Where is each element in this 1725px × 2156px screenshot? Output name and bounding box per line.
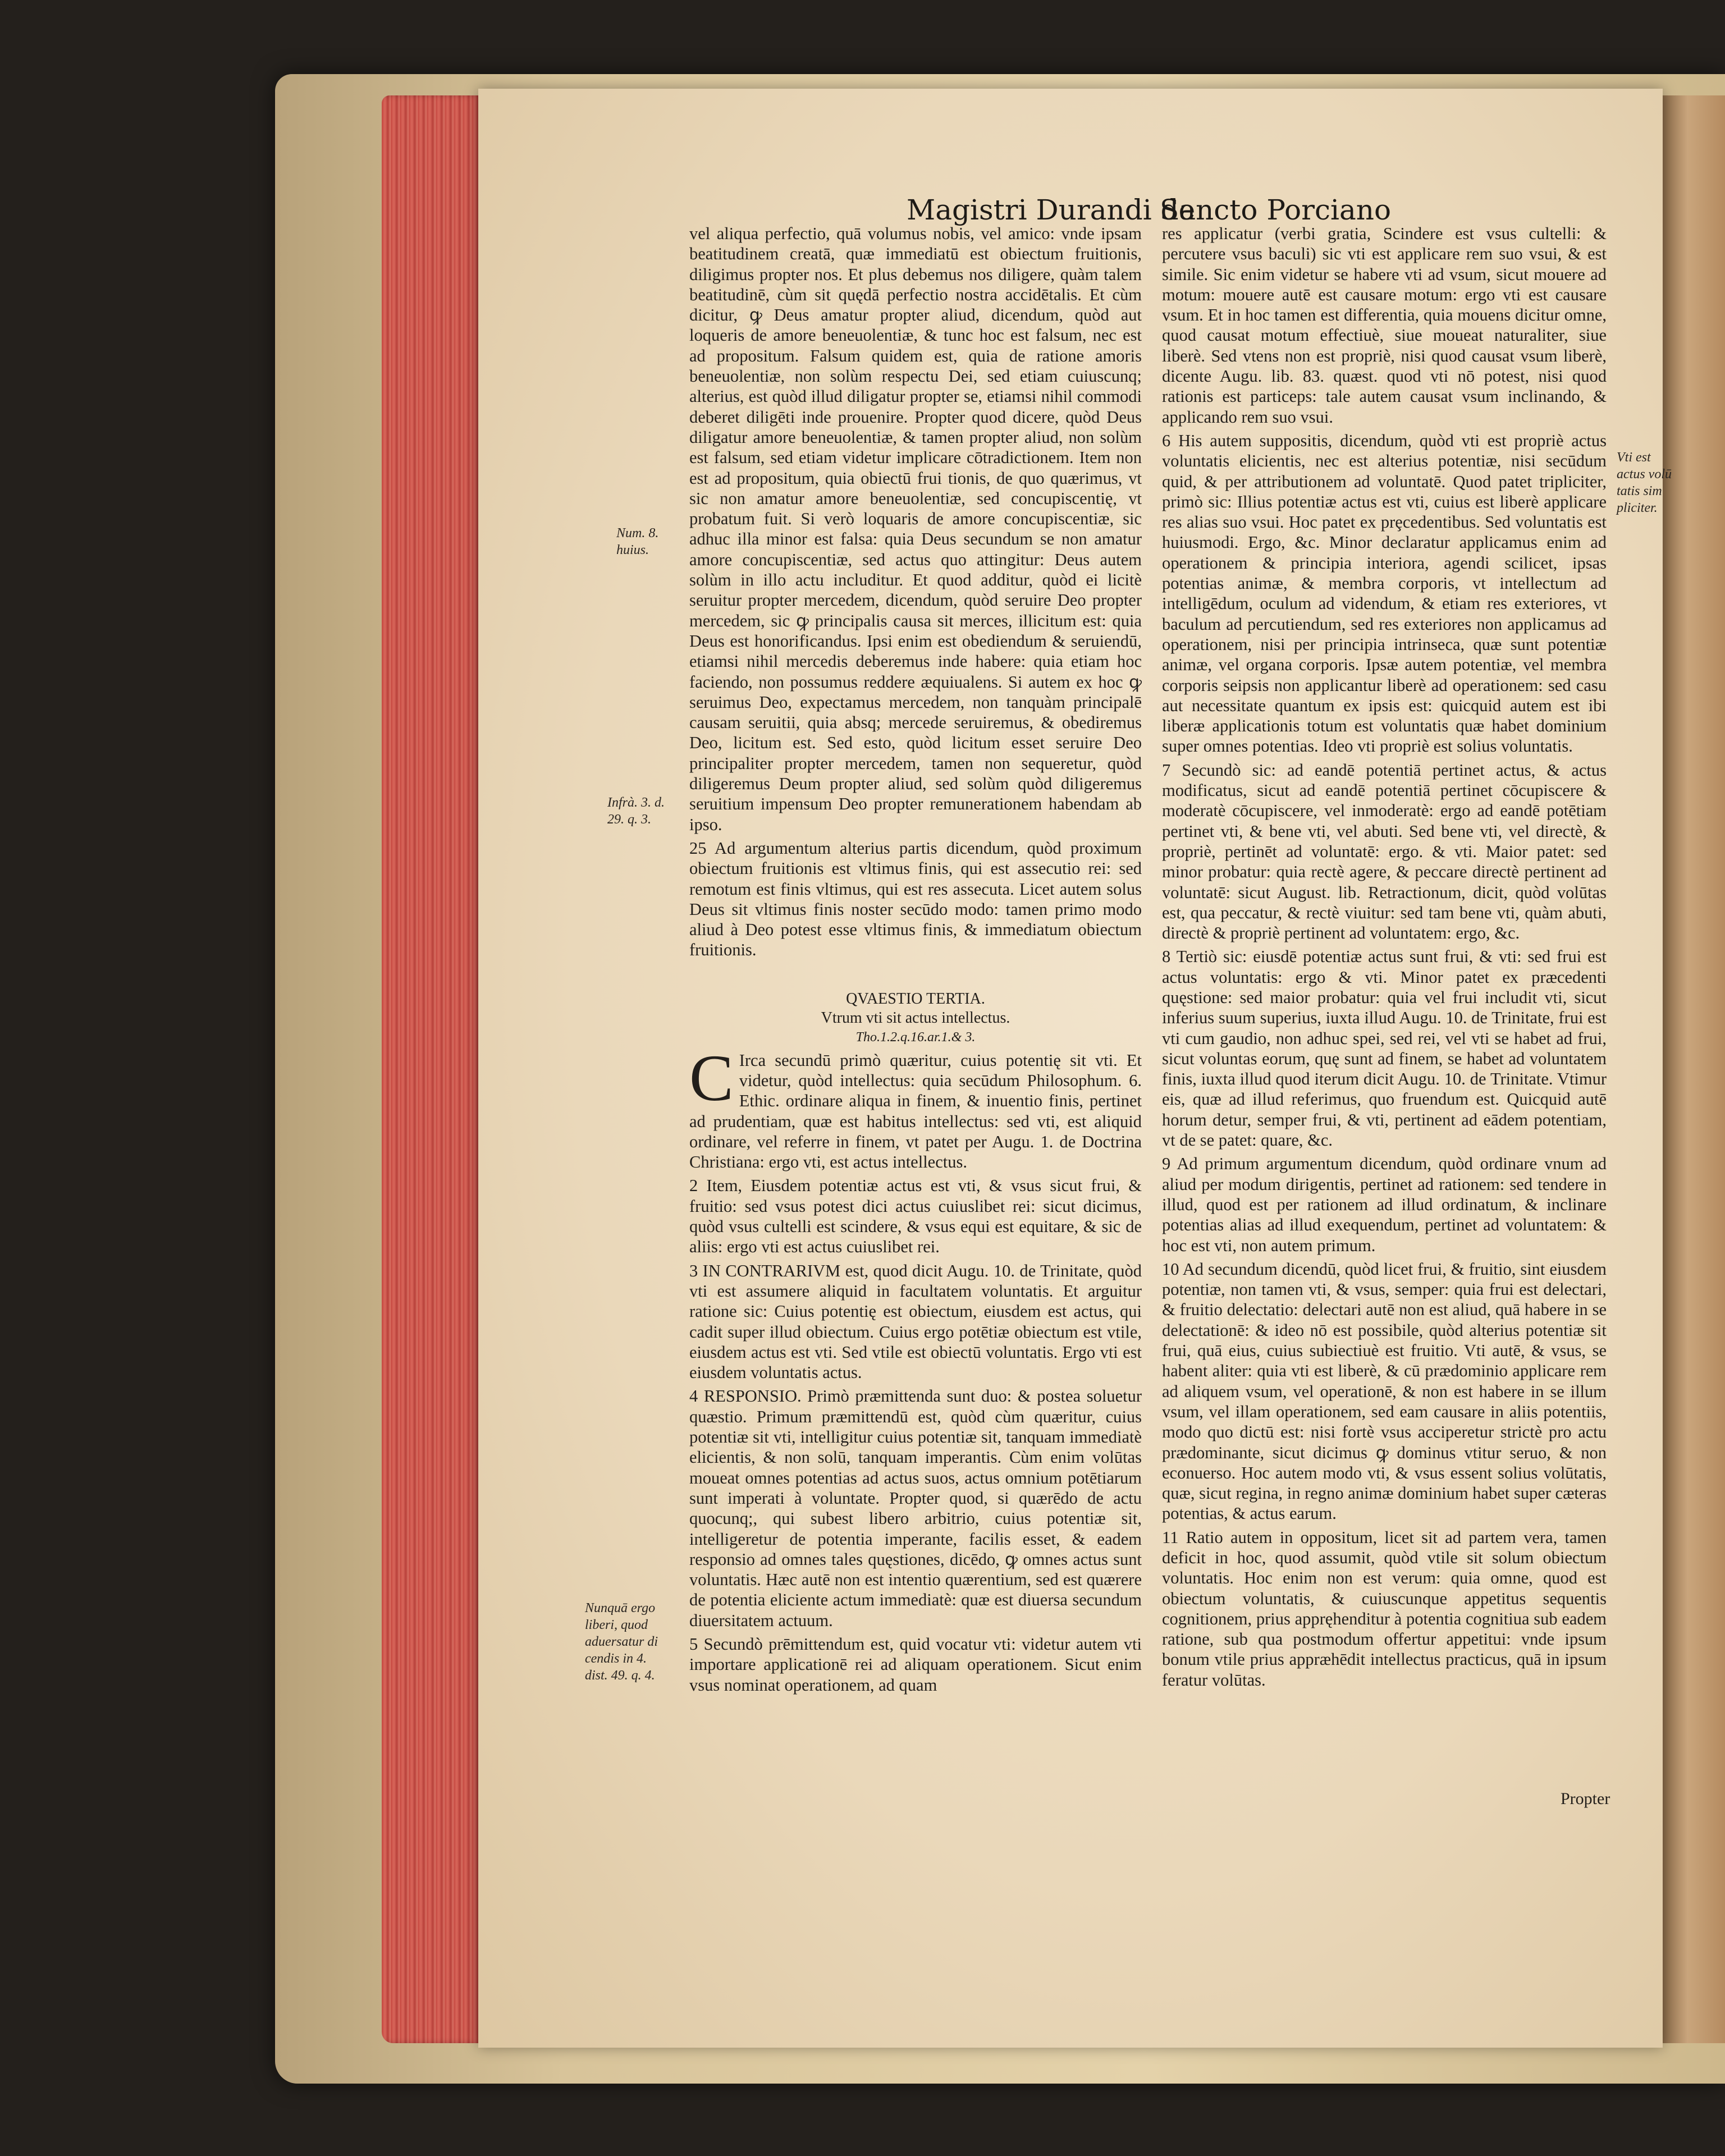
paragraph: 2 Item, Eiusdem potentiæ actus est vti, & vsus sicut frui, & fruitio: sed vsus potest dici actus cuiuslibet rei: sicut dicimus, quòd vsus cultelli est scindere, & vsus equi est equitare, & sic de aliis: ergo vti est actus cuiuslibet rei. [689, 1176, 1142, 1257]
question-heading-block [689, 990, 1142, 1047]
paragraph: 10 Ad secundum dicendū, quòd licet frui, & fruitio, sint eiusdem potentiæ, non tamen vti, & vsus, semper: quia frui est delectari, & fruitio delectatio: delectari autē non est aliud, quā habere in se delectationē: & ideo nō est possibile, quòd alterius potentiæ sit frui, quā eius, cuius subiectiuè est fruitio. Vti autē, & vsus, se habent aliter: quia vti est liberè, & cū prædominio applicare rem ad aliquem vsum, vel operationē, & non est habere in se illum vsum, vel illam operationem, sed eam causare in aliis potentiis, modo quo dictū est: nisi fortè vsus acciperetur strictè pro actu prædominante, sicut dicimus ꝙ dominus vtitur seruo, & non econuerso. Hoc autem modo vti, & vsus essent solius volūtatis, quæ, sicut regina, in regno animæ dominium habet super cæteras potentias, & actus earum. [1162, 1259, 1607, 1523]
right-text-column [1162, 223, 1607, 1693]
margin-note: Nunquā ergo liberi, quod aduersatur di cendis in 4. dist. 49. q. 4. [585, 1601, 658, 1683]
facing-page-edge [1663, 95, 1725, 2043]
paragraph: res applicatur (verbi gratia, Scindere est vsus cultelli: & percutere vsus baculi) sic vti est applicare rem suo vsui, & est simile. Sic enim videtur se habere vti ad vsum, sicut mouere ad motum: mouere autē est causare motum: ergo vti est causare vsum. Et in hoc tamen est differentia, quia mouens dicitur omne, quod causat motum effectiuè, siue moueat naturaliter, siue liberè. Sed vtens non est propriè, nisi quod causat vsum liberè, dicente Augu. lib. 83. quæst. quod vti nō potest, nisi quod rationis est particeps: tale autem causat vsum inclinando, & applicando rem suo vsui. [1162, 224, 1607, 427]
paragraph: 5 Secundò prēmittendum est, quid vocatur vti: videtur autem vti importare applicationē rei ad aliquam operationem. Sicut enim vsus nominat operationem, ad quam [689, 1635, 1142, 1695]
paragraph: Irca secundū primò quæritur, cuius potentię sit vti. Et videtur, quòd intellectus: quia secūdum Philosophum. 6. Ethic. ordinare aliqua in finem, & inuentio finis, pertinet ad prudentiam, quæ est habitus intellectus: sed vti, est aliquid ordinare, vel referre in finem, vt patet per Augu. 1. de Doctrina Christiana: ergo vti, est actus intellectus. [689, 1050, 1142, 1172]
margin-note: Num. 8. huius. [616, 526, 659, 557]
paragraph: 25 Ad argumentum alterius partis dicendum, quòd proximum obiectum fruitionis est vltimus finis, qui est assecutio rei: sed remotum est finis vltimus, qui est res assecuta. Licet autem solus Deus sit vltimus finis noster secūdo modo: tamen primo modo aliud à Deo potest esse vltimus finis, & immediatum obiectum fruitionis. [689, 838, 1142, 960]
margin-note: Infrà. 3. d. 29. q. 3. [607, 795, 665, 827]
question-reference: Tho.1.2.q.16.ar.1.& 3. [855, 1029, 976, 1045]
running-header-right: Sancto Porciano [1160, 194, 1392, 226]
paragraph: vel aliqua perfectio, quā volumus nobis, vel amico: vnde ipsam beatitudinem creatā, quæ immediatū est obiectum fruitionis, diligimus propter nos. Et plus debemus nos diligere, quàm talem beatitudinē, cùm sit quędā perfectio nostra accidētalis. Et cùm dicitur, ꝙ Deus amatur propter aliud, dicendum, quòd aut loqueris de amore beneuolentiæ, & tunc hoc est falsum, nec est ad propositum. Falsum quidem est, quia de ratione amoris beneuolentiæ, non solùm respectu Dei, sed etiam cuiuscunq; alterius, est quòd illud diligatur propter se, etiamsi nihil commodi deberet diligēti inde prouenire. Propter quod dicere, quòd Deus diligatur amore beneuolentiæ, & tamen propter aliud, non solùm est falsum, sed etiam videtur implicare cōtradictionem. Item non est ad propositum, quia obiectū frui tionis, de quo quærimus, vt sic non amatur amore beneuolentiæ, sed concupiscentię, vt probatum fuit. Si verò loquaris de amore concupiscentiæ, sic adhuc illa minor est falsa: quia Deus secundum se non amatur amore concupiscentiæ, sed actus quo attingitur: Deus autem solùm in illo actu includitur. Et quod additur, quòd ei licitè seruitur propter mercedem, dicendum, quòd seruire Deo propter mercedem, sic ꝙ principalis causa sit merces, illicitum est: quia Deus est honorificandus. Ipsi enim est obediendum & seruiendū, etiamsi nihil mercedis deberemus inde habere: quia etiam hoc faciendo, non possumus reddere æquiualens. Si autem ex hoc ꝙ seruimus Deo, expectamus mercedem, non tanquàm principalē causam seruitii, quia absq; mercede seruiremus, & obediremus Deo, licitum est. Sed esto, quòd licitum esset seruire Deo principaliter propter mercedem, tamen non sequeretur, quòd diligeremus Deum propter aliud, sed solùm quòd diligeremus seruitium impensum Deo propter remunerationem habendam ab ipso. [689, 224, 1142, 834]
paragraph: 11 Ratio autem in oppositum, licet sit ad partem vera, tamen deficit in hoc, quod assumit, quòd vtile sit solum obiectum voluntatis. Hoc enim non est verum: quia omne, quod est obiectum voluntatis, & cuiuscunque appetitus sequentis cognitionem, prius appręhenditur à potentia cognitiua sub eadem ratione, sub qua postmodum offertur appetitui: vnde ipsum bonum vtile prius appræhēdit intellectus practicus, quā in ipsum feratur volūtas. [1162, 1527, 1607, 1690]
paragraph: 4 RESPONSIO. Primò præmittenda sunt duo: & postea soluetur quæstio. Primum præmittendū est, quòd cùm quæritur, cuius potentiæ sit vti, intelligitur cuius potentiæ sit, tanquam immediatè elicientis, & non solū, tanquam imperantis. Cùm enim volūtas moueat omnes potentias ad actus suos, actus omnium potētiarum sunt imperati à voluntate. Propter quod, si quærēdo de actu quocunq;, qui subest libero arbitrio, cuius potentiæ sit, intelligeretur de potentia imperante, facilis esset, & eadem responsio ad omnes tales quęstiones, dicēdo, ꝙ omnes actus sunt voluntatis. Hæc autē non est intentio quærentium, sed est quærere de potentia eliciente actum immediatè: quæ est diuersa secundum diuersitatem actuum. [689, 1386, 1142, 1630]
running-header-left: Magistri Durandi de [907, 194, 1196, 226]
paragraph: 6 His autem suppositis, dicendum, quòd vti est propriè actus voluntatis elicientis, nec est alterius potentiæ, nisi secūdum quid, & per attributionem ad voluntatē. Quod patet tripliciter, primò sic: Illius potentiæ actus est vti, cuius est liberè applicare res alias suo vsui. Hoc patet ex prȩcedentibus. Sed voluntatis est huiusmodi. Ergo, &c. Minor declaratur applicamus enim ad operationem & principia interiora, agendi scilicet, ipsas potentias animæ, & membra corporis, vt intellectum ad intelligēdum, oculum ad videndum, & etiam res exteriores, vt baculum ad percutiendum, sed res exteriores non applicamus ad operationem, nisi per principia intrinseca, quæ sunt potentiæ animæ, vel organa corporis. Ipsæ autem potentiæ, vel membra corporis seipsis non applicantur liberè ad operationem: sed casu aut necessitate quantum ex ipsis est: quicquid autem est ibi liberæ applicationis totum est voluntatis quæ habet dominium super omnes potentias. Ideo vti propriè est solius voluntatis. [1162, 431, 1607, 756]
paragraph: 3 IN CONTRARIVM est, quod dicit Augu. 10. de Trinitate, quòd vti est assumere aliquid in facultatem voluntatis. Et arguitur ratione sic: Cuius potentię est obiectum, eiusdem est actus, qui cadit super illud obiectum. Cuius ergo potētiæ obiectum est vtile, eiusdem actus est vti. Sed vtile est obiectū voluntatis. Ergo vti est eiusdem voluntatis actus. [689, 1261, 1142, 1383]
red-page-edges [382, 95, 483, 2043]
paragraph: 7 Secundò sic: ad eandē potentiā pertinet actus, & actus modificatus, sicut ad eandē potentiā pertinet cōcupiscere & moderatè cōcupiscere, vel inmoderatè: ergo ad eandē potētiam pertinet vti, & bene vti, vel abuti. Sed bene vti, vel directè, & propriè, pertinēt ad voluntatē: ergo. & vti. Maior patet: sed minor probatur: quia rectè agere, & peccare directè pertinent ad voluntatē: sicut August. lib. Retractionum, dicit, quòd volūtas est, qua peccatur, & rectè viuitur: sed tam bene vti, quàm abuti, directè & propriè pertinent ad voluntatem: ergo, &c. [1162, 760, 1607, 943]
question-heading: QVAESTIO TERTIA. [846, 990, 985, 1008]
left-text-column [689, 223, 1142, 1699]
question-title: Vtrum vti sit actus intellectus. [821, 1009, 1010, 1027]
drop-cap: C [689, 1041, 734, 1115]
paragraph: 8 Tertiò sic: eiusdē potentiæ actus sunt frui, & vti: sed frui est actus voluntatis: ergo & vti. Minor patet ex præcedenti quęstione: sed maior probatur: quia vel frui includit vti, sicut inferius suum superius, iuxta illud Augu. 10. de Trinitate, frui est vti cum gaudio, non adhuc spei, sed rei, vel vti se habet ad frui, sicut voluntas eorum, quę sunt ad finem, se habet ad voluntatem finis, iuxta illud quod iterum dicit Augu. 10. de Trinitate. Vtimur eis, quæ ad illud referimus, quo fruendum est. Quicquid autē horum detur, semper frui, & vti, pertinent ad eādem potentiam, vt de se patet: quare, &c. [1162, 947, 1607, 1150]
margin-note: Vti est actus volū tatis sim pliciter. [1617, 450, 1672, 515]
paragraph: 9 Ad primum argumentum dicendum, quòd ordinare vnum ad aliud per modum dirigentis, pertinet ad rationem: sed tendere in illud, quod est per rationem ad illud ordinatum, & inclinare potentias alias ad illud exequendum, pertinet ad voluntatem: & hoc est vti, non autem primum. [1162, 1154, 1607, 1255]
catchword: Propter [1561, 1789, 1610, 1808]
